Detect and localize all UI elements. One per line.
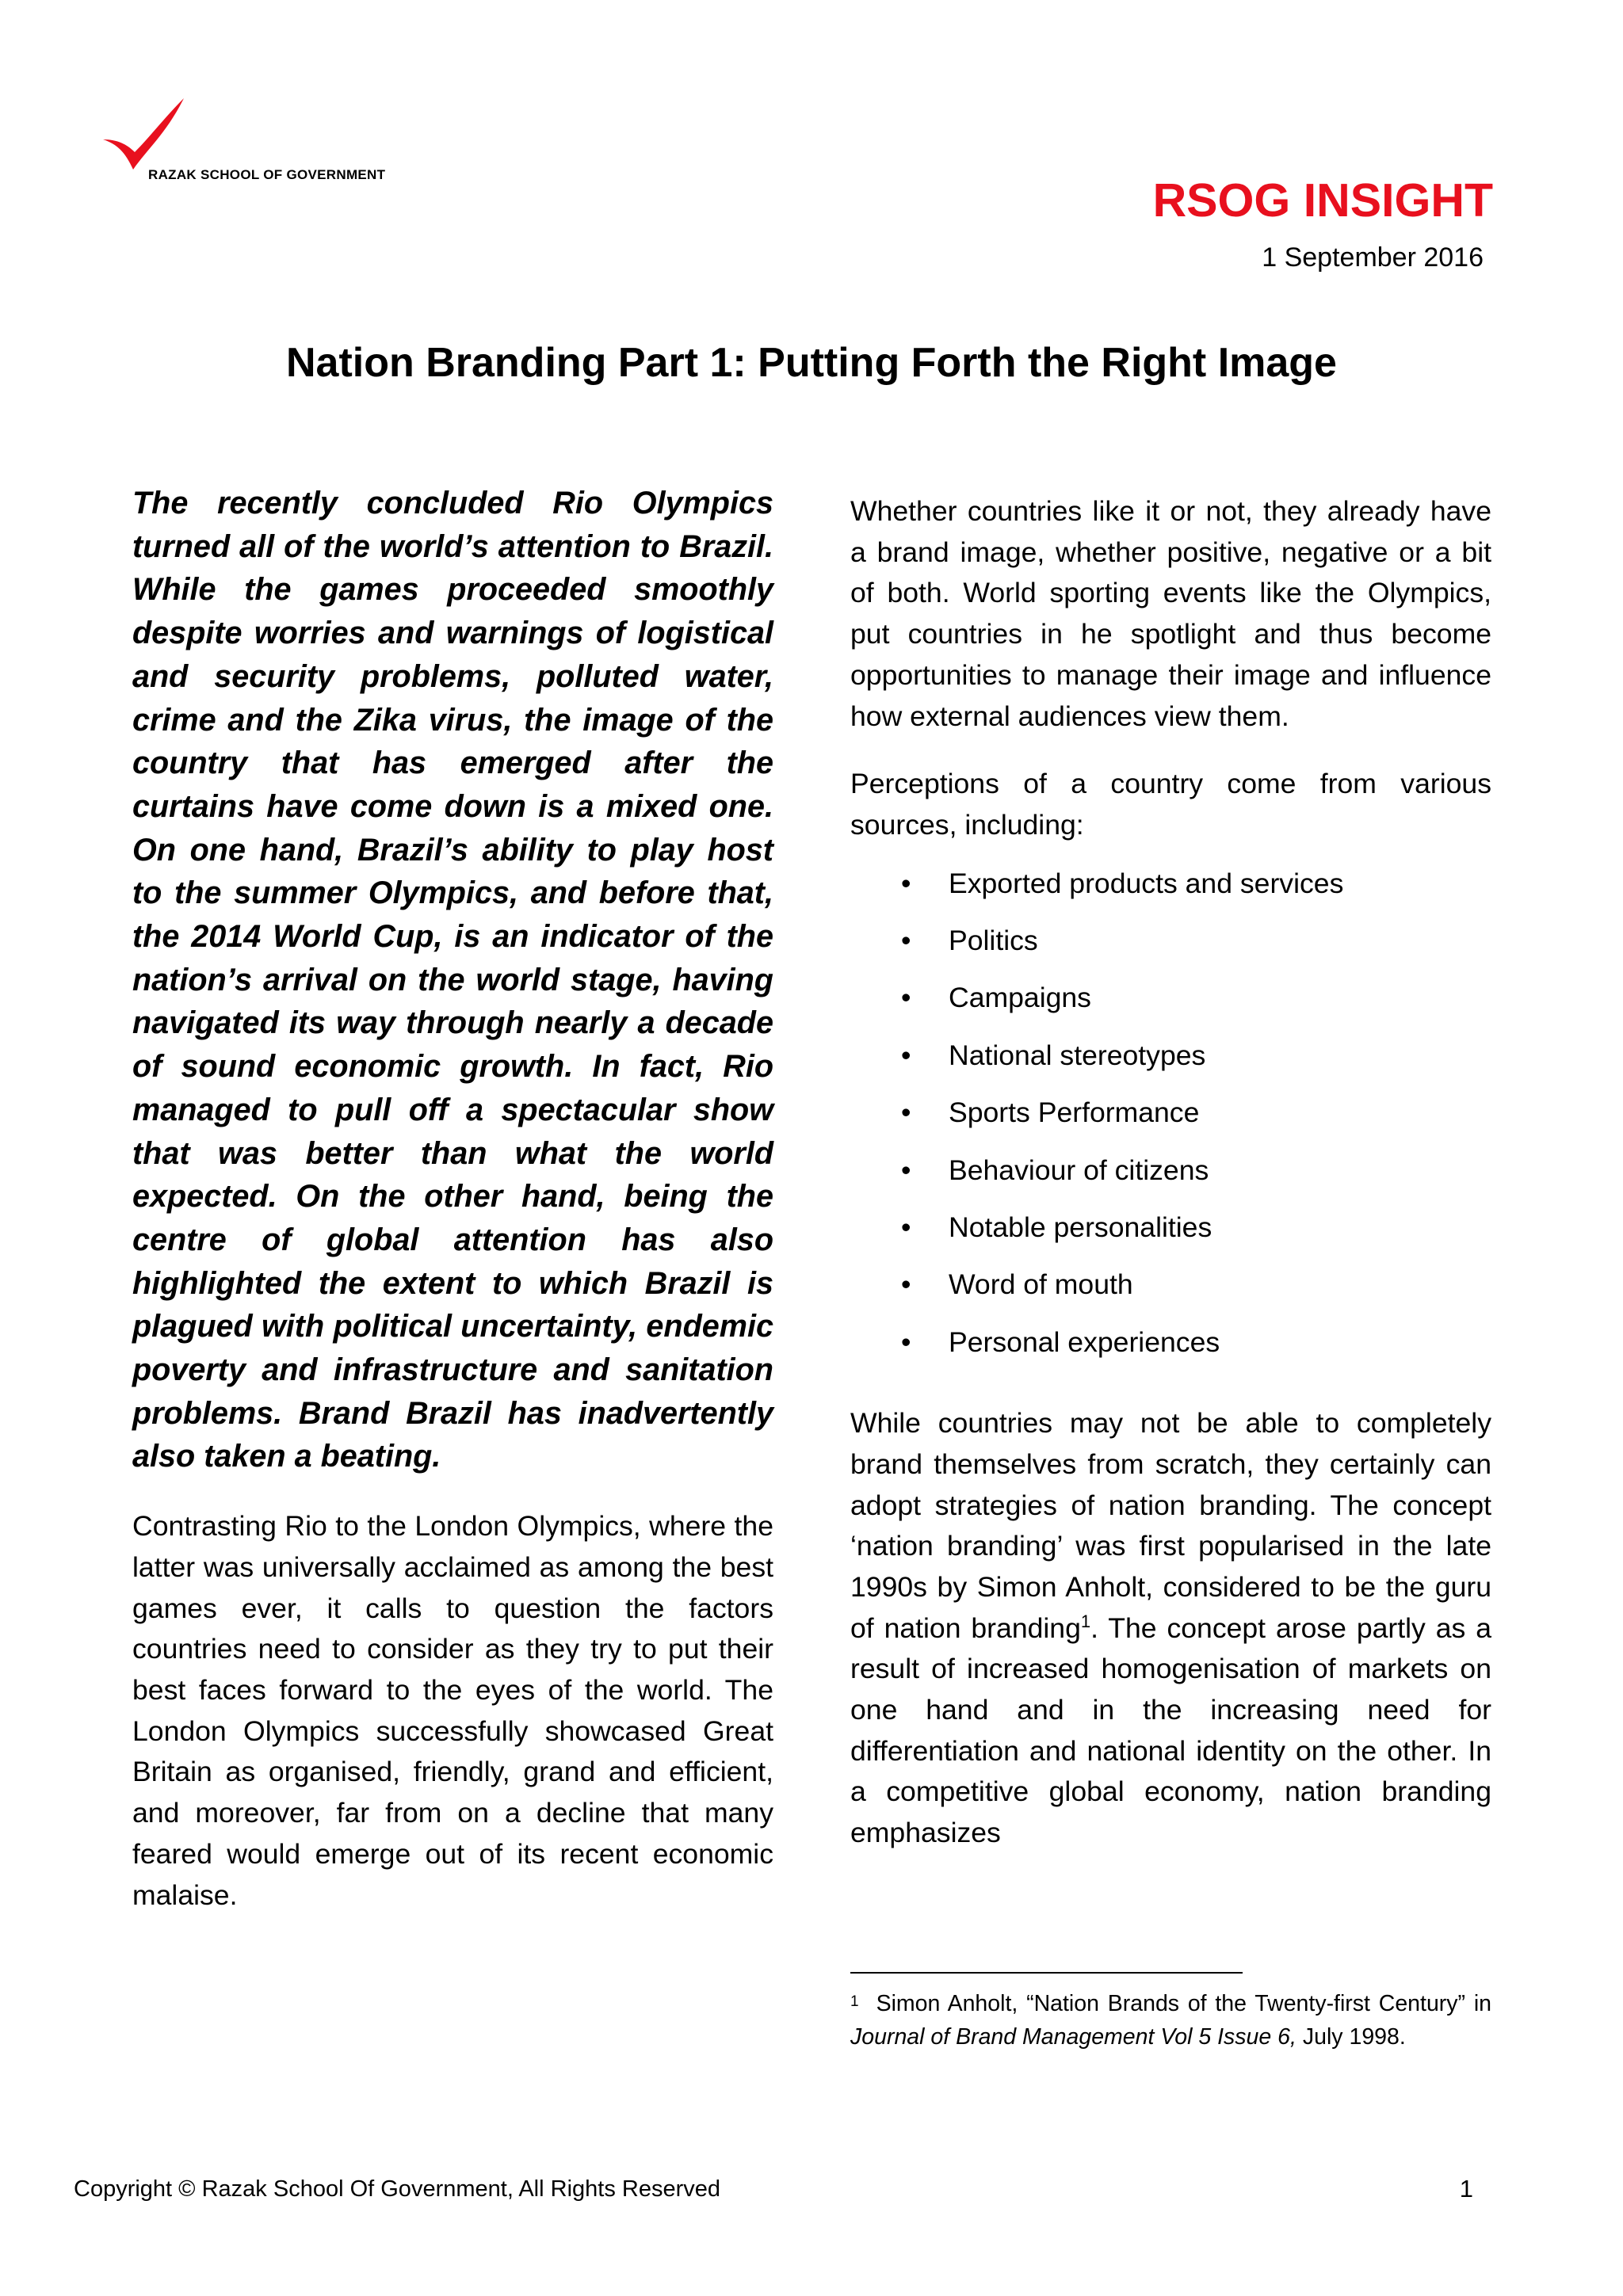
bullet-icon: •	[901, 925, 911, 957]
body-paragraph: Perceptions of a country come from various sources, including:	[850, 768, 1491, 841]
page-number: 1	[1459, 2175, 1473, 2203]
list-item-text: Sports Performance	[949, 1097, 1200, 1129]
list-item	[850, 1211, 1491, 1268]
body-paragraph: Whether countries like it or not, they already have a brand image, whether positive, negative or a bit of both. World sporting events like the Olympics, put countries in he spotlight and thus become opportunities to manage their image and influence how external audiences view them.	[850, 495, 1491, 732]
sources-list	[850, 867, 1491, 1383]
list-item	[850, 1154, 1491, 1211]
footnote-number: 1	[850, 1993, 859, 2010]
footnote-reference[interactable]: 1	[1080, 1611, 1091, 1631]
bullet-icon: •	[901, 1039, 911, 1071]
bullet-icon: •	[901, 1268, 911, 1301]
bullet-icon: •	[901, 1211, 911, 1243]
paragraph-text: . The concept arose partly as a result of increased homogenisation of markets on one hand and in the increasing need for differentiation and national identity on the other. In a competitive global economy, nation branding emphasizes	[850, 1611, 1491, 1849]
footnote	[850, 1987, 1491, 2054]
bullet-icon: •	[901, 1154, 911, 1186]
footnote-date: July 1998.	[1296, 2024, 1406, 2050]
list-item-text: National stereotypes	[949, 1039, 1206, 1071]
list-item-text: Personal experiences	[949, 1325, 1220, 1358]
bullet-icon: •	[901, 1097, 911, 1129]
list-item-text: Exported products and services	[949, 867, 1344, 899]
list-item	[850, 1325, 1491, 1383]
bullet-icon: •	[901, 867, 911, 899]
list-item	[850, 1039, 1491, 1096]
body-paragraph: Contrasting Rio to the London Olympics, where the latter was universally acclaimed as among the best games ever, it calls to question the factors countries need to consider as they try to put their best faces forward to the eyes of the world. The London Olympics successfully showcased Great Britain as organised, friendly, grand and efficient, and moreover, far from on a decline that many feared would emerge out of its recent economic malaise.	[132, 1510, 773, 1911]
list-item-text: Notable personalities	[949, 1211, 1212, 1243]
left-column	[132, 482, 773, 1916]
footnote-text: Simon Anholt, “Nation Brands of the Twenty-first Century” in	[876, 1991, 1491, 2016]
bullet-icon: •	[901, 1325, 911, 1358]
list-item-text: Word of mouth	[949, 1268, 1133, 1301]
issue-date: 1 September 2016	[1262, 242, 1484, 273]
list-item	[850, 1096, 1491, 1153]
list-item	[850, 924, 1491, 981]
publication-title: RSOG INSIGHT	[1152, 174, 1493, 227]
body-paragraph	[850, 1403, 1491, 1854]
footnote-divider	[850, 1972, 1243, 1974]
rsog-logo-icon	[101, 93, 189, 173]
article-title: Nation Branding Part 1: Putting Forth the Right Image	[286, 340, 1337, 386]
list-item	[850, 1268, 1491, 1325]
footnote-journal: Journal of Brand Management Vol 5 Issue 6,	[850, 2024, 1296, 2050]
list-item-text: Campaigns	[949, 982, 1091, 1014]
right-column	[850, 491, 1491, 1854]
paragraph-text: While countries may not be able to completely brand themselves from scratch, they certainly can adopt strategies of nation branding. The concept ‘nation branding’ was first popularised in the late 1990s by Simon Anholt, considered to be the guru of nation branding	[850, 1407, 1491, 1644]
list-item-text: Politics	[949, 925, 1038, 957]
logo-text: RAZAK SCHOOL OF GOVERNMENT	[148, 167, 386, 182]
bullet-icon: •	[901, 982, 911, 1014]
lead-paragraph: The recently concluded Rio Olympics turned all of the world’s attention to Brazil. While the games proceeded smoothly despite worries and warnings of logistical and security problems, polluted water, crime and the Zika virus, the image of the country that has emerged after the curtains have come down is a mixed one. On one hand, Brazil’s ability to play host to the summer Olympics, and before that, the 2014 World Cup, is an indicator of the nation’s arrival on the world stage, having navigated its way through nearly a decade of sound economic growth. In fact, Rio managed to pull off a spectacular show that was better than what the world expected. On the other hand, being the centre of global attention has also highlighted the extent to which Brazil is plagued with political uncertainty, endemic poverty and infrastructure and sanitation problems. Brand Brazil has inadvertently also taken a beating.	[132, 486, 773, 1474]
list-item	[850, 867, 1491, 924]
list-item-text: Behaviour of citizens	[949, 1154, 1209, 1186]
copyright-notice: Copyright © Razak School Of Government, All Rights Reserved	[74, 2176, 720, 2202]
list-item	[850, 981, 1491, 1038]
